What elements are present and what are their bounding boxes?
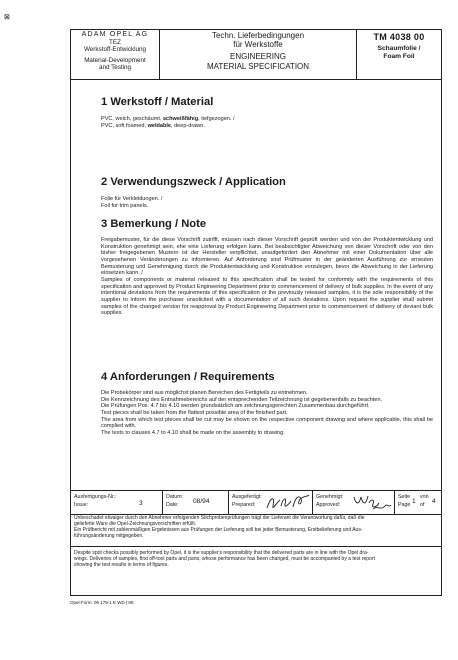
text-run: , tiefgezogen. /: [198, 116, 235, 122]
page-value: 1: [412, 498, 416, 505]
org-line: Werkstoff-Entwicklung: [83, 46, 147, 54]
requirement-line: The area from which test pieces shall be cut may be shown on the respective component drawing and where applicable, this shall be complied with.: [101, 416, 433, 430]
page-label-en: Page: [398, 502, 411, 508]
section-heading: 1 Werkstoff / Material: [101, 96, 214, 108]
prepared-signature: [265, 492, 311, 513]
requirement-line: Die Prüfungen Pos. 4.7 bis 4.10 werden grundsätzlich am zeichnungsgerechten Zusammenbau durchgeführt.: [101, 403, 370, 410]
section-material: [101, 96, 235, 129]
note-line: Despite spot checks possibly performed by Opel, it is the supplier's responsibility that the delivered parts are in line with the Opel dra-: [74, 550, 369, 556]
prepared-cell: [229, 491, 313, 514]
title-de-line: für Werkstoffe: [233, 40, 283, 50]
requirement-line: The tests to clauses 4.7 to 4.10 shall be made on the assembly to drawing.: [101, 429, 285, 436]
note-line: gelieferte Ware die Opel-Zeichnungsvorschriften erfüllt.: [74, 521, 197, 527]
application-de: Folie für Verkleidungen. /: [101, 196, 163, 202]
approved-label-en: Approved:: [316, 502, 341, 508]
title-en-line: ENGINEERING: [229, 52, 286, 62]
form-id: Opel-Form. 06 179-1 E WD | 88: [70, 600, 134, 605]
page-cell: [395, 491, 441, 514]
section-heading: 4 Anforderungen / Requirements: [101, 371, 275, 383]
note-line: Ein Prüfbericht mit zahlenmäßigen Ergebnissen aus Prüfungen der Lieferung soll bei jeder Bemusterung, Erstbelieferung und Aus-: [74, 527, 363, 533]
note-line: wings. Deliveries of samples, first off-tool parts and parts, whose performance has been changed, must be accompanied by a test report: [74, 556, 375, 562]
title-en-line: MATERIAL SPECIFICATION: [206, 61, 310, 71]
org-line: and Testing: [98, 64, 132, 72]
page-total: 4: [432, 498, 436, 505]
date-cell: [163, 491, 229, 514]
header-title: [160, 30, 357, 80]
approved-signature: [351, 491, 393, 513]
supplier-note-de: [71, 513, 441, 547]
approved-cell: [313, 491, 395, 514]
approval-footer: [71, 490, 441, 515]
issue-label-en: Issue:: [74, 502, 89, 508]
org-line: Material-Development: [84, 56, 146, 64]
org-line: TEZ: [109, 38, 121, 46]
title-de-line: Techn. Lieferbedingungen: [211, 31, 305, 40]
page-label-de: Seite: [398, 494, 411, 500]
requirement-line: Die Probekörper sind aus möglichst planen Bereichen des Fertigteils zu entnehmen.: [101, 390, 308, 396]
text-run: , deep-drawn.: [171, 122, 205, 129]
requirement-line: Test pieces shall be taken from the flattest possible area of the finished part.: [101, 409, 288, 416]
date-label-de: Datum:: [166, 494, 184, 500]
section-application: [101, 176, 286, 209]
requirement-line: Die Kennzeichnung des Entnahmebereichs auf der entsprechenden Teilzeichnung ist gegebenenfalls zu beachten.: [101, 396, 383, 403]
date-label-en: Date:: [166, 502, 179, 508]
corner-mark: ⊠: [4, 14, 10, 21]
note-de: Freigabemuster, für die diese Vorschrift zutrifft, müssen nach dieser Vorschrift geprüft werden und von der Produktentwicklung und Konstruktion genehmigt sein, ehe eine Lieferung erfolgen kann. Bei beabsichtigter Abweichung von dieser Vorschrift oder von den bisher freigegebenen Mustern ist der Hersteller verpflichtet, unaufgefordert den Abnehmer mit einer Dokumentation über alle vorgesehenen Veränderungen zu informieren. Auf Anforderung sind Prüfmuster in der geänderten Ausführung zur erneuten Bemusterung und Genehmigung durch die Produktentwicklung und Konstruktion vorzulegen, bevor die Abweichung in der Lieferung einsetzen kann. /: [101, 237, 433, 277]
text-run-bold: weldable: [147, 122, 171, 129]
date-value: 08/94: [193, 498, 210, 505]
supplier-note-en: [71, 548, 441, 597]
text-run: PVC, weich, geschäumt,: [101, 116, 163, 122]
section-note: [101, 218, 433, 317]
note-line: führungsänderung mitgegeben.: [74, 533, 144, 539]
note-en: Samples of components or material released to this specification shall be tested for conformity with the requirements of this specification and approved by Product Engineering Department prior to commencement of delivery of bulk supplies. In the event of any intentional deviations from the requirements of this specification or the previously released samples, it is the sole responsibility of the supplier to inform the purchaser unsolicited with a documentation of all such deviations. Upon request the supplier shall submit samples of the changed version for reapproval by Product Engineering Department prior to commencement of delivery of deviant bulk supplies.: [101, 276, 433, 317]
subject-de: Schaumfolie /: [377, 45, 421, 52]
page-of-label: von: [420, 494, 429, 500]
section-requirements: [101, 371, 433, 437]
header: [71, 30, 441, 80]
section-heading: 3 Bemerkung / Note: [101, 218, 207, 230]
header-doc-number: [357, 30, 441, 81]
subject-en: Foam Foil: [383, 52, 415, 60]
issue-label-de: Ausfertigungs-Nr.:: [74, 494, 117, 500]
page-of-label-en: of: [420, 502, 425, 508]
text-run-bold: schweißfähig: [162, 116, 199, 122]
prepared-label-en: Prepared:: [232, 502, 256, 508]
issue-cell: [71, 491, 163, 514]
material-de: [101, 116, 235, 123]
doc-number: TM 4038 00: [373, 32, 425, 42]
application-en: Foil for trim panels.: [101, 202, 149, 209]
header-organization: [71, 30, 160, 80]
material-en: [101, 123, 235, 130]
section-heading: 2 Verwendungszweck / Application: [101, 176, 286, 188]
note-line: Unbeschadet etwaiger durch den Abnehmer erfolgenden Stichprobenprüfungen trägt der Lieferant die Verantwortung dafür, daß die: [74, 515, 365, 521]
text-run: PVC, soft foamed,: [101, 122, 148, 129]
prepared-label-de: Ausgefertigt:: [232, 494, 262, 500]
org-logo: ADAM OPEL AG: [81, 31, 149, 38]
approved-label-de: Genehmigt:: [316, 494, 344, 500]
specification-sheet: [70, 29, 442, 596]
issue-value: 3: [139, 500, 143, 507]
note-line: showing the test results in terms of figures.: [74, 562, 169, 568]
